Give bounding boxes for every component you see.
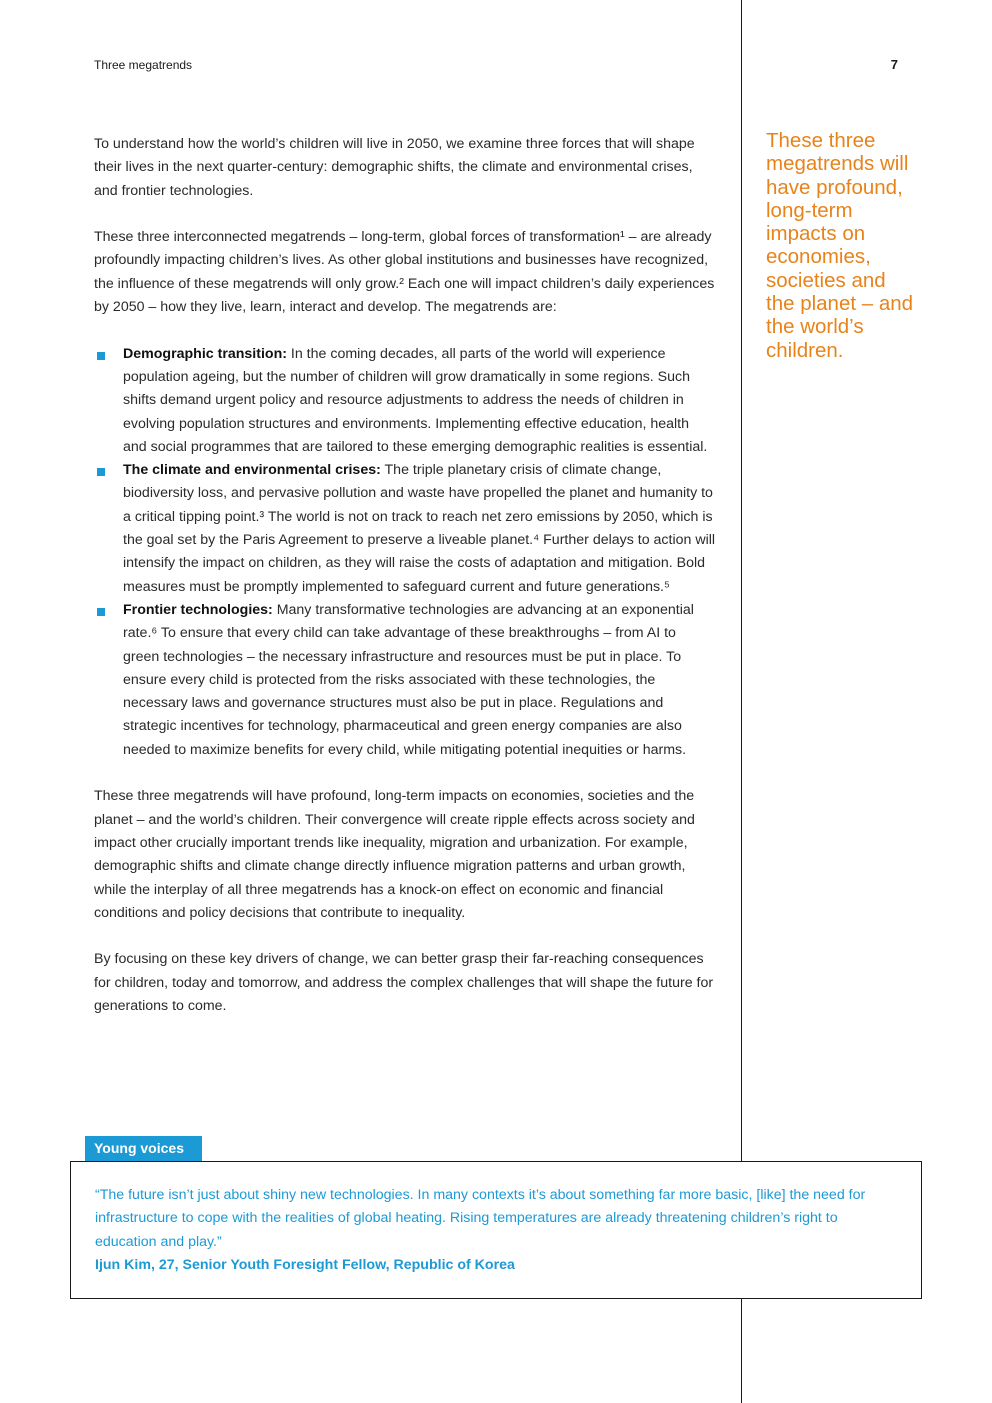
young-voices-label: Young voices <box>85 1136 202 1161</box>
square-bullet-icon <box>97 352 105 360</box>
pull-quote: These three megatrends will have profound, long-term impacts on economies, societies and the planet – and the world’s children. <box>766 129 914 362</box>
bullet-title: The climate and environmental crises: <box>123 462 381 479</box>
list-item <box>94 599 716 762</box>
bullet-text: The triple planetary crisis of climate change, biodiversity loss, and pervasive pollution and waste have propelled the planet and humanity to a critical tipping point.³ The world is not on track to reach net zero emissions by 2050, which is the goal set by the Paris Agreement to preserve a liveable planet.⁴ Further delays to action will intensify the impact on children, as they will raise the costs of adaptation and mitigation. Bold measures must be promptly implemented to safeguard current and future generations.⁵ <box>123 462 716 595</box>
intro-paragraph-1: To understand how the world’s children will live in 2050, we examine three forces that will shape their lives in the next quarter-century: demographic shifts, the climate and environmental crises, and frontier technologies. <box>94 136 695 199</box>
megatrends-list <box>94 343 716 762</box>
young-voices-box <box>70 1161 922 1299</box>
page-number: 7 <box>890 57 898 72</box>
square-bullet-icon <box>97 608 105 616</box>
bullet-title: Frontier technologies: <box>123 601 273 618</box>
running-title: Three megatrends <box>94 58 193 72</box>
bullet-title: Demographic transition: <box>123 345 287 362</box>
outro-paragraph-2: By focusing on these key drivers of change, we can better grasp their far-reaching consequences for children, today and tomorrow, and address the complex challenges that will shape the future for generations to come. <box>94 951 714 1014</box>
young-voices-author: Ijun Kim, 27, Senior Youth Foresight Fellow, Republic of Korea <box>95 1257 515 1273</box>
outro-paragraph-1: These three megatrends will have profound, long-term impacts on economies, societies and the planet – and the world’s children. Their convergence will create ripple effects across society and impact other crucially important trends like inequality, migration and urbanization. For example, demographic shifts and climate change directly influence migration patterns and urban growth, while the interplay of all three megatrends has a knock-on effect on economic and financial conditions and policy decisions that contribute to inequality. <box>94 788 695 921</box>
bullet-text: Many transformative technologies are advancing at an exponential rate.⁶ To ensure that every child can take advantage of these breakthroughs – from AI to green technologies – the necessary infrastructure and resources must be put in place. To ensure every child is protected from the risks associated with these technologies, the necessary laws and governance structures must also be put in place. Regulations and strategic incentives for technology, pharmaceutical and green energy companies are also needed to maximize benefits for every child, while mitigating potential inequities or harms. <box>123 601 694 758</box>
young-voices-quote: “The future isn’t just about shiny new technologies. In many contexts it’s about something far more basic, [like] the need for infrastructure to cope with the realities of global heating. Rising temperatures are already threatening children’s right to education and play.” <box>95 1187 866 1250</box>
intro-paragraph-2: These three interconnected megatrends – long-term, global forces of transformation¹ – are already profoundly impacting children’s lives. As other global institutions and businesses have recognized, the influence of these megatrends will only grow.² Each one will impact children’s daily experiences by 2050 – how they live, learn, interact and develop. The megatrends are: <box>94 229 715 316</box>
main-text <box>94 133 716 1042</box>
square-bullet-icon <box>97 468 105 476</box>
list-item <box>94 459 716 599</box>
list-item <box>94 343 716 459</box>
bullet-text: In the coming decades, all parts of the world will experience population ageing, but the number of children will grow dramatically in some regions. Such shifts demand urgent policy and resource adjustments to address the needs of children in evolving population structures and environments. Implementing effective education, health and social programmes that are tailored to these emerging demographic realities is essential. <box>123 345 708 455</box>
